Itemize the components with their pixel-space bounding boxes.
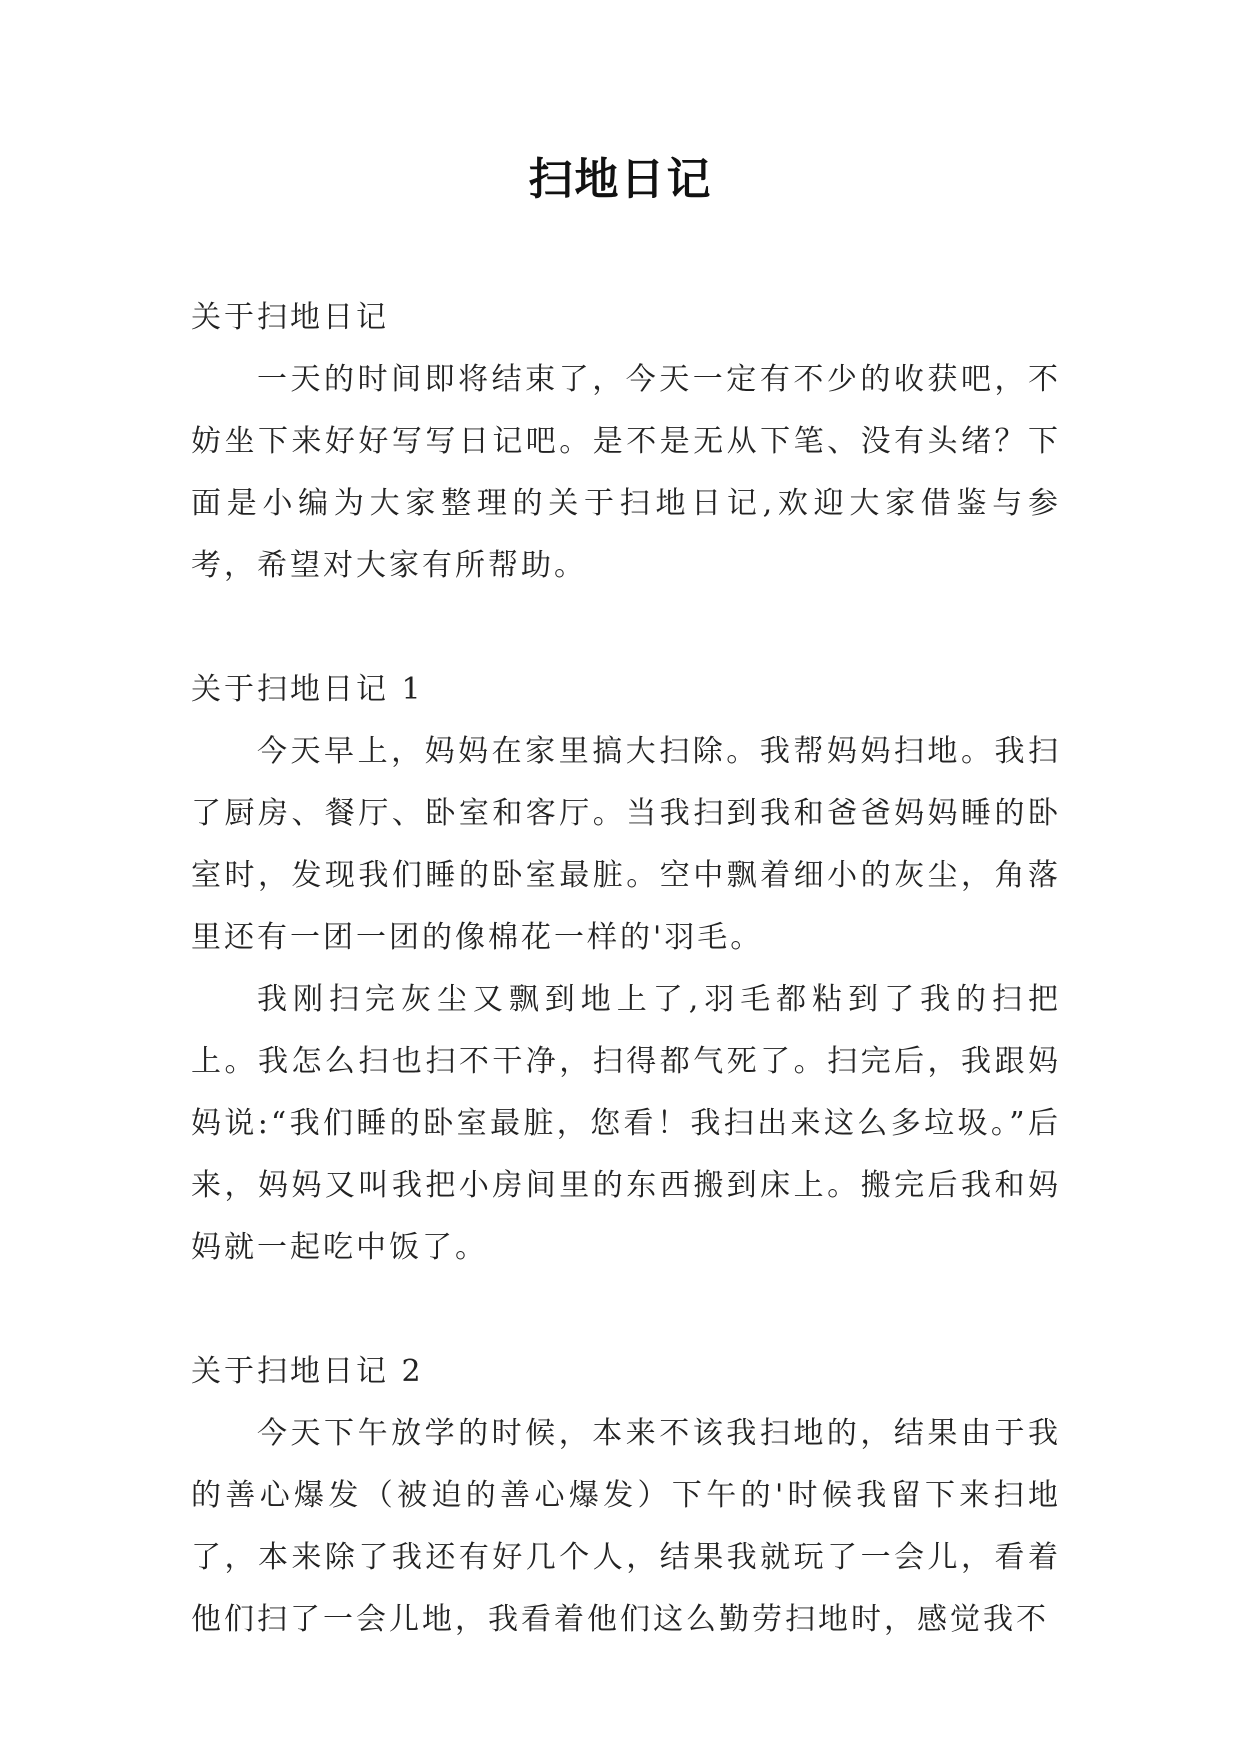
paragraph: 一天的时间即将结束了，今天一定有不少的收获吧，不妨坐下来好好写写日记吧。是不是无从下笔、没有头绪？下面是小编为大家整理的关于扫地日记,欢迎大家借鉴与参考，希望对大家有所帮助。: [191, 362, 1061, 583]
paragraph: 今天下午放学的时候，本来不该我扫地的，结果由于我的善心爆发（被迫的善心爆发）下午的'时候我留下来扫地了，本来除了我还有好几个人，结果我就玩了一会儿，看着他们扫了一会儿地，我看着他们这么勤劳扫地时，感觉我不: [191, 1416, 1061, 1637]
section-heading: 关于扫地日记 1: [191, 672, 424, 707]
section-heading: 关于扫地日记: [191, 300, 389, 335]
section-heading: 关于扫地日记 2: [191, 1354, 424, 1389]
section-spacer: [191, 597, 1061, 659]
paragraph: 今天早上，妈妈在家里搞大扫除。我帮妈妈扫地。我扫了厨房、餐厅、卧室和客厅。当我扫到我和爸爸妈妈睡的卧室时，发现我们睡的卧室最脏。空中飘着细小的灰尘，角落里还有一团一团的像棉花一样的'羽毛。: [191, 734, 1061, 955]
document-title: 扫地日记: [528, 154, 713, 205]
section-spacer: [191, 1279, 1061, 1341]
intro-section: [191, 287, 1061, 597]
diary-2-section: [191, 1341, 1061, 1651]
diary-1-section: [191, 659, 1061, 1279]
paragraph: 我刚扫完灰尘又飘到地上了,羽毛都粘到了我的扫把上。我怎么扫也扫不干净，扫得都气死了。扫完后，我跟妈妈说:“我们睡的卧室最脏，您看！我扫出来这么多垃圾。”后来，妈妈又叫我把小房间里的东西搬到床上。搬完后我和妈妈就一起吃中饭了。: [191, 982, 1061, 1265]
document-body: [191, 287, 1061, 1651]
